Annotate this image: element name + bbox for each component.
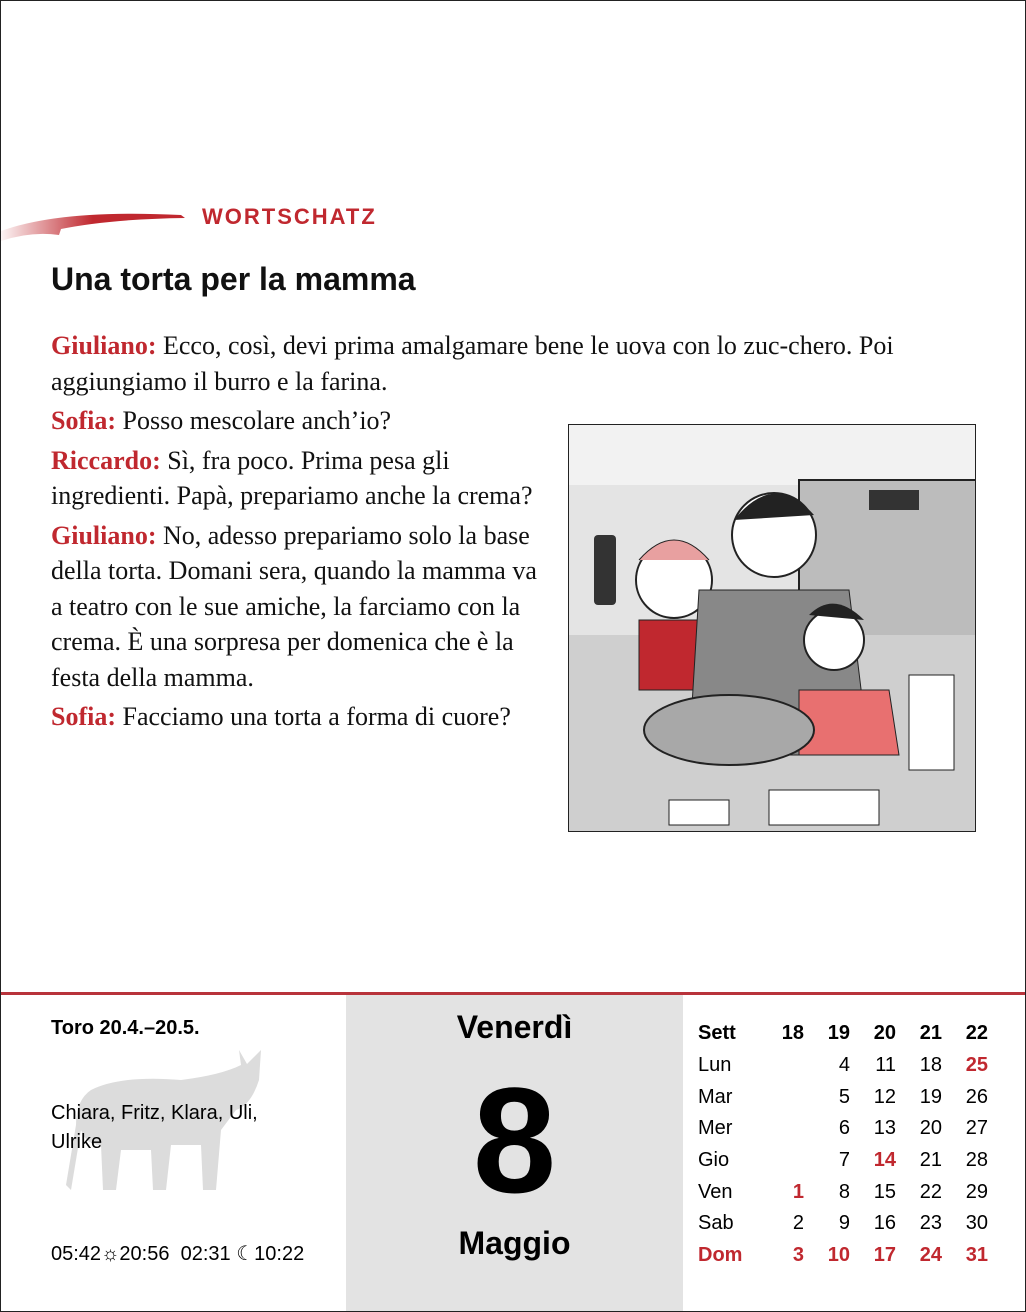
month-calendar [698, 1018, 988, 1272]
calendar-day: 15 [873, 1180, 896, 1203]
speaker: Riccardo: [51, 445, 161, 475]
calendar-day: 9 [838, 1212, 850, 1235]
weekday-label: Sab [698, 1212, 734, 1235]
calendar-day: 27 [965, 1117, 988, 1140]
calendar-row [698, 1113, 988, 1145]
calendar-day: 10 [827, 1244, 850, 1267]
calendar-day: 6 [838, 1117, 850, 1140]
calendar-day: 3 [792, 1244, 804, 1267]
weekday-label: Mer [698, 1117, 733, 1140]
week-number: 21 [919, 1022, 942, 1045]
dialogue-line [51, 403, 541, 439]
calendar-day: 8 [838, 1180, 850, 1203]
speaker: Giuliano: [51, 520, 157, 550]
moon-icon: ☾ [236, 1243, 255, 1265]
calendar-day: 17 [873, 1244, 896, 1267]
page-title: Una torta per la mamma [51, 261, 416, 297]
week-number: 20 [873, 1022, 896, 1045]
speaker: Sofia: [51, 406, 116, 435]
section-label: WORTSCHATZ [202, 204, 377, 229]
line-text: Posso mescolare anch’io? [116, 406, 392, 435]
line-text: Facciamo una torta a forma di cuore? [116, 702, 511, 731]
dialogue-line [51, 328, 941, 399]
month: Maggio [458, 1225, 571, 1261]
calendar-day: 23 [919, 1212, 942, 1235]
swoosh-decoration [1, 201, 186, 243]
calendar-day: 31 [965, 1244, 988, 1267]
sunset: 20:56 [119, 1243, 170, 1265]
calendar-row [698, 1145, 988, 1177]
day-info [1, 995, 346, 1311]
calendar-day: 14 [873, 1149, 896, 1172]
weekday-label: Gio [698, 1149, 730, 1172]
date-panel [346, 995, 683, 1311]
moonset: 10:22 [254, 1243, 305, 1265]
calendar-day: 11 [875, 1054, 896, 1077]
weekday-label: Ven [698, 1180, 733, 1203]
dialogue-line [51, 518, 541, 696]
calendar-day: 4 [838, 1054, 850, 1077]
calendar-day: 22 [919, 1180, 942, 1203]
kitchen-illustration [568, 424, 976, 832]
calendar-day: 18 [919, 1054, 942, 1077]
line-text: Ecco, così, devi prima amalgamare bene le uova con lo zuc-chero. Poi aggiungiamo il burro e la farina. [51, 331, 894, 396]
calendar-header [698, 1018, 988, 1050]
sun-icon: ☼ [101, 1243, 120, 1265]
calendar-day: 28 [965, 1149, 988, 1172]
calendar-day: 20 [919, 1117, 942, 1140]
weekday: Venerdì [456, 1009, 573, 1045]
weekday-label: Dom [698, 1244, 743, 1267]
calendar-day: 7 [838, 1149, 850, 1172]
name-days: Chiara, Fritz, Klara, Uli, Ulrike [51, 1102, 258, 1153]
calendar-day: 21 [919, 1149, 942, 1172]
sun-moon-times [51, 1241, 304, 1266]
calendar-day: 12 [873, 1085, 896, 1108]
dialogue-line [51, 443, 541, 514]
calendar-day: 16 [873, 1212, 896, 1235]
line-text: No, adesso prepariamo solo la base della torta. Domani sera, quando la mamma va a teatro con le sue amiche, la farciamo con la crema. È una sorpresa per domenica che è la festa della mamma. [51, 520, 537, 692]
calendar-day: 13 [873, 1117, 896, 1140]
speaker: Sofia: [51, 702, 116, 731]
week-label: Sett [698, 1022, 736, 1045]
calendar-row [698, 1176, 988, 1208]
week-number: 22 [965, 1022, 988, 1045]
calendar-row [698, 1208, 988, 1240]
calendar-day: 1 [792, 1180, 804, 1203]
zodiac-sign: Toro 20.4.–20.5. [51, 1017, 200, 1039]
calendar-row [698, 1081, 988, 1113]
calendar-day: 29 [965, 1180, 988, 1203]
calendar-day: 19 [919, 1085, 942, 1108]
speaker: Giuliano: [51, 331, 157, 360]
calendar-day: 24 [919, 1244, 942, 1267]
calendar-row [698, 1240, 988, 1272]
week-number: 19 [827, 1022, 850, 1045]
sunrise: 05:42 [51, 1243, 102, 1265]
calendar-row [698, 1050, 988, 1082]
dialogue-line [51, 699, 541, 735]
calendar-day: 30 [965, 1212, 988, 1235]
day-number: 8 [472, 1056, 557, 1224]
calendar-day: 26 [965, 1085, 988, 1108]
line-text: Sì, fra poco. Prima pesa gli ingredienti. Papà, prepariamo anche la crema? [51, 445, 533, 510]
weekday-label: Lun [698, 1054, 732, 1077]
moonrise: 02:31 [180, 1243, 231, 1265]
calendar-day: 2 [792, 1212, 804, 1235]
calendar-day: 5 [838, 1085, 850, 1108]
week-number: 18 [781, 1022, 804, 1045]
calendar-day: 25 [965, 1054, 988, 1077]
weekday-label: Mar [698, 1085, 733, 1108]
